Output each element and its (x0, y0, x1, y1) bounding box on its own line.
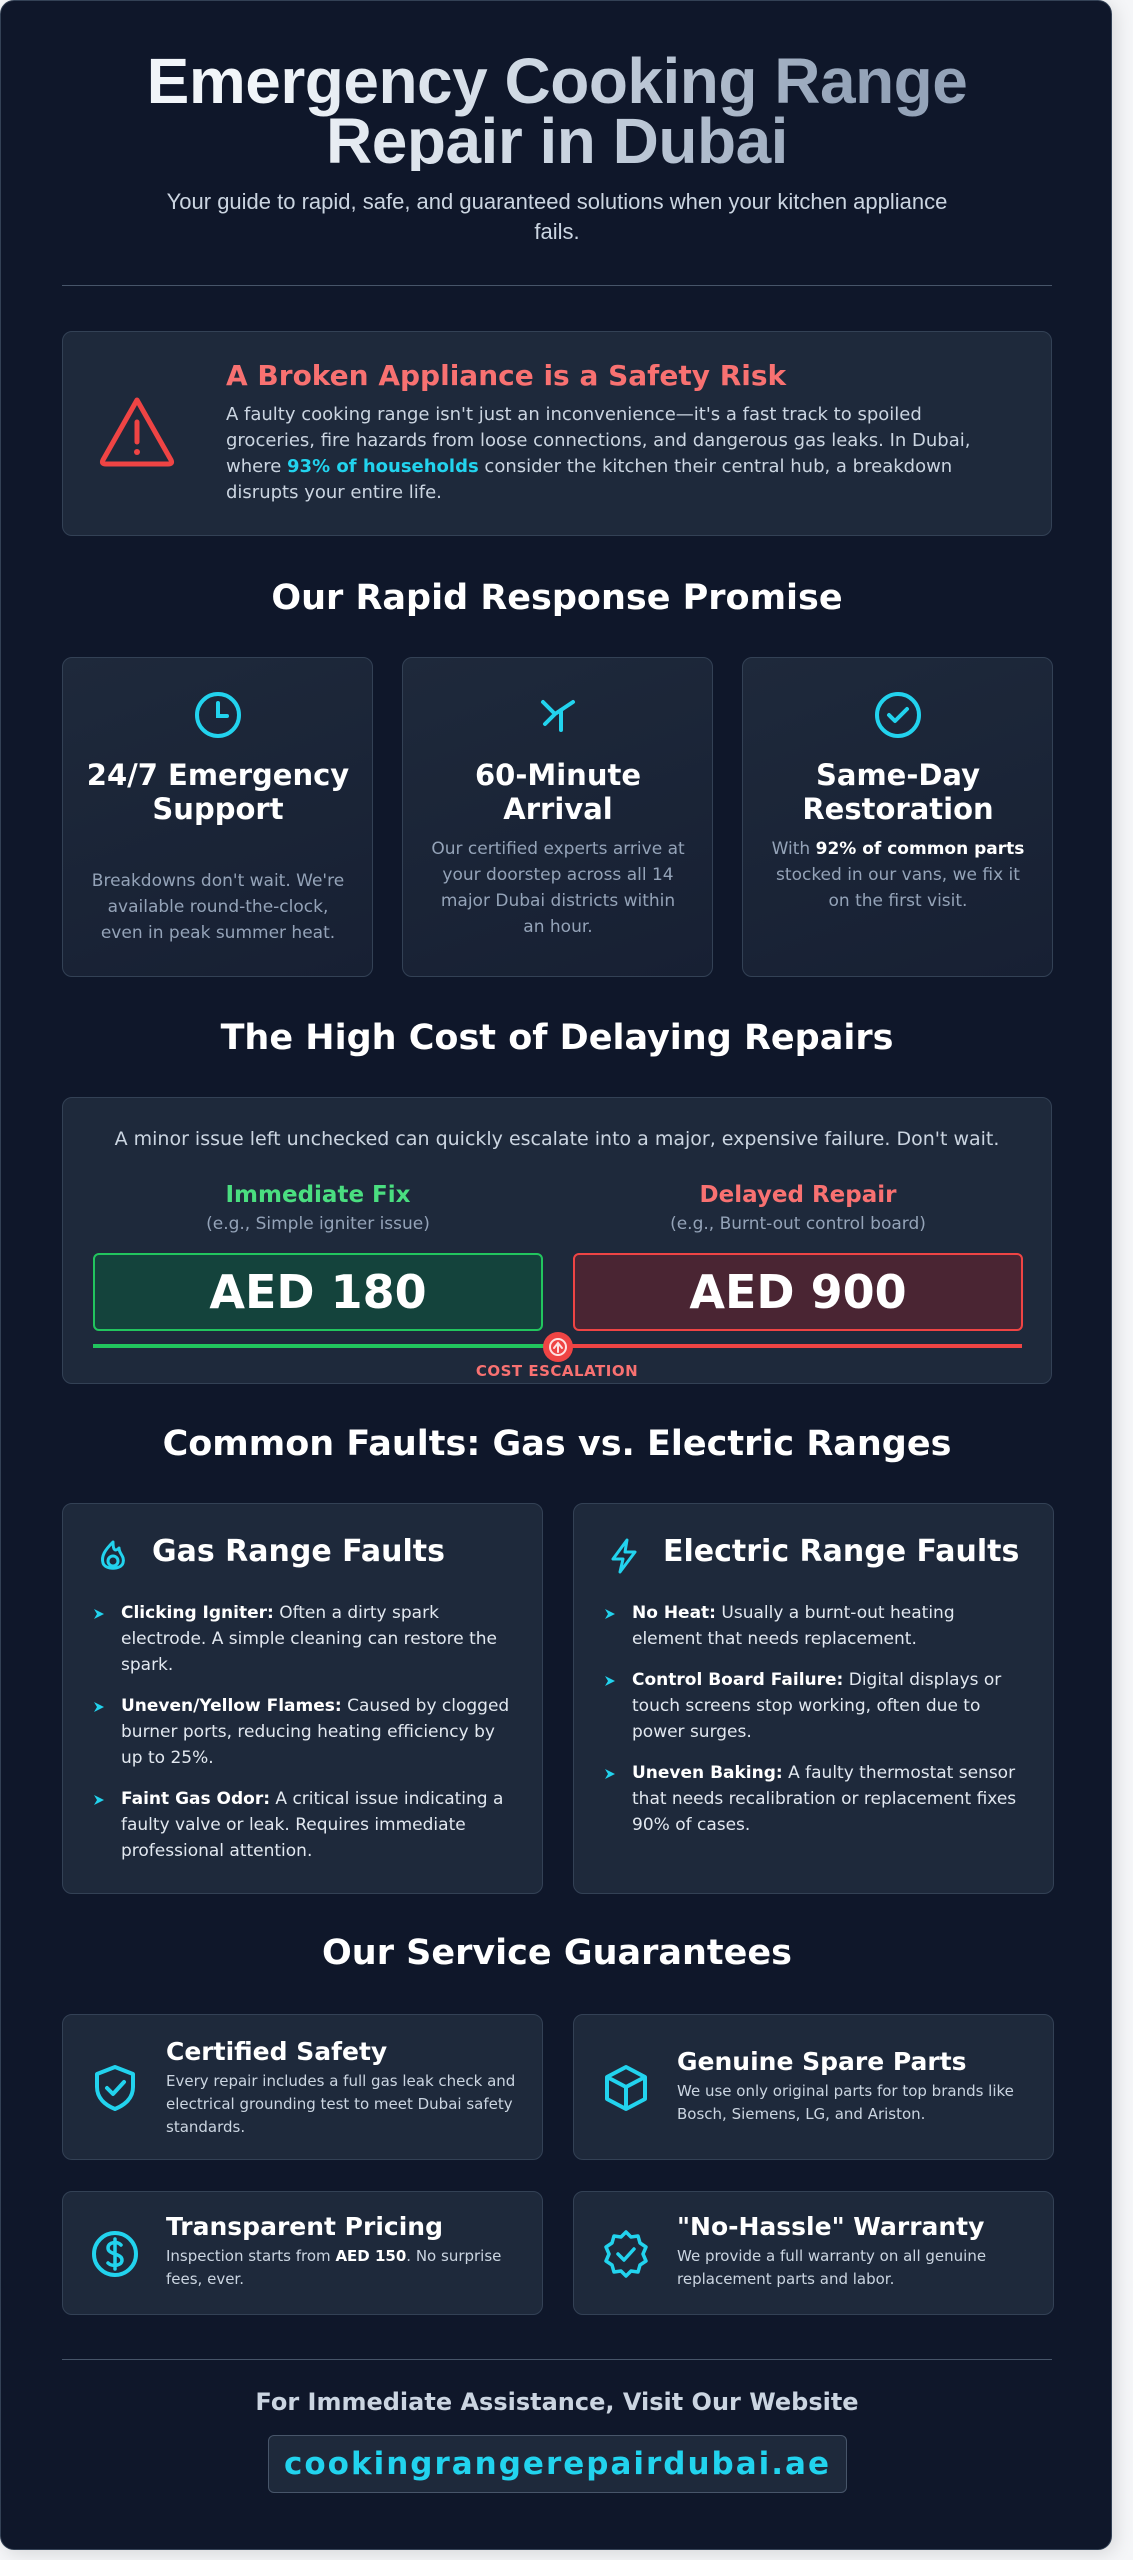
immediate-fix-label: Immediate Fix (225, 1182, 411, 1208)
safety-alert-card (62, 331, 1052, 536)
guarantee-genuine-parts (573, 2014, 1054, 2160)
guarantee-desc: We use only original parts for top brands like Bosch, Siemens, LG, and Ariston. (677, 2082, 1014, 2123)
delayed-repair-price: AED 900 (573, 1253, 1023, 1331)
arrow-up-icon (543, 1332, 573, 1362)
households-stat: 93% of households (287, 456, 479, 477)
divider (62, 285, 1052, 286)
guarantee-transparent-pricing (62, 2191, 543, 2315)
gas-fault-item: Clicking Igniter: Often a dirty spark electrode. A simple cleaning can restore the spark. (121, 1603, 498, 1675)
delayed-repair-example: (e.g., Burnt-out control board) (670, 1214, 926, 1234)
promise-card-title: Same-Day Restoration (802, 758, 994, 826)
chevron-right-icon (603, 1674, 617, 1688)
guarantee-desc: Inspection starts from AED 150. No surprise fees, ever. (166, 2247, 502, 2288)
footer-cta: For Immediate Assistance, Visit Our Website (255, 2388, 859, 2416)
electric-fault-item: Uneven Baking: A faulty thermostat sensor that needs recalibration or replacement fixes 90% of cases. (632, 1763, 1017, 1835)
escalation-label: COST ESCALATION (475, 1362, 639, 1380)
dollar-icon (89, 2228, 141, 2280)
chevron-right-icon (92, 1700, 106, 1714)
flame-icon (93, 1536, 133, 1576)
cost-comparison-card (62, 1097, 1052, 1384)
page-subtitle: Your guide to rapid, safe, and guaranteed solutions when your kitchen appliance fails. (166, 189, 948, 244)
chevron-right-icon (92, 1607, 106, 1621)
website-link[interactable]: cookingrangerepairdubai.ae (268, 2435, 847, 2493)
promise-card-desc: Breakdowns don't wait. We're available round-the-clock, even in peak summer heat. (91, 871, 345, 943)
alert-text: A faulty cooking range isn't just an inconvenience—it's a fast track to spoiled groceries, fire hazards from loose connections, and dangerous gas leaks. In Dubai, where 93% of households consider the kitchen their central hub, a breakdown disrupts your entire life. (226, 404, 971, 503)
escalation-bar-high (558, 1344, 1022, 1348)
delayed-repair-label: Delayed Repair (699, 1182, 897, 1208)
box-icon (600, 2062, 652, 2114)
page-title: Emergency Cooking Range Repair in Dubai (62, 51, 1052, 171)
electric-faults-title: Electric Range Faults (663, 1534, 1020, 1569)
divider (62, 2359, 1052, 2360)
promise-card-title: 24/7 Emergency Support (86, 758, 350, 826)
gas-fault-item: Faint Gas Odor: A critical issue indicating a faulty valve or leak. Requires immediate professional attention. (121, 1789, 504, 1861)
faults-heading: Common Faults: Gas vs. Electric Ranges (162, 1424, 952, 1464)
shield-check-icon (89, 2062, 141, 2114)
escalation-marker (543, 1332, 573, 1362)
warning-triangle-icon (97, 392, 177, 472)
gas-faults-card (62, 1503, 543, 1894)
guarantee-certified-safety (62, 2014, 543, 2160)
guarantee-title: Genuine Spare Parts (677, 2047, 967, 2076)
guarantees-heading: Our Service Guarantees (322, 1933, 792, 1973)
electric-fault-item: No Heat: Usually a burnt-out heating element that needs replacement. (632, 1603, 955, 1649)
alert-title: A Broken Appliance is a Safety Risk (226, 359, 787, 392)
promise-card-support (62, 657, 373, 977)
chevron-right-icon (603, 1767, 617, 1781)
escalation-bar-low (93, 1344, 558, 1348)
promise-heading: Our Rapid Response Promise (271, 578, 843, 618)
chevron-right-icon (92, 1793, 106, 1807)
promise-card-restoration (742, 657, 1053, 977)
electric-faults-card (573, 1503, 1054, 1894)
badge-check-icon (600, 2228, 652, 2280)
guarantee-title: "No-Hassle" Warranty (677, 2212, 985, 2241)
promise-card-desc: With 92% of common parts stocked in our vans, we fix it on the first visit. (771, 839, 1025, 911)
check-circle-icon (873, 690, 923, 740)
lightning-icon (604, 1536, 644, 1576)
guarantee-title: Transparent Pricing (166, 2212, 443, 2241)
promise-card-desc: Our certified experts arrive at your doorstep across all 14 major Dubai districts within an hour. (431, 839, 685, 937)
guarantee-desc: We provide a full warranty on all genuine replacement parts and labor. (677, 2247, 987, 2288)
cost-heading: The High Cost of Delaying Repairs (220, 1018, 894, 1058)
promise-card-title: 60-Minute Arrival (474, 758, 641, 826)
gas-faults-title: Gas Range Faults (152, 1534, 445, 1569)
promise-card-arrival (402, 657, 713, 977)
guarantee-title: Certified Safety (166, 2037, 388, 2066)
gas-fault-item: Uneven/Yellow Flames: Caused by clogged burner ports, reducing heating efficiency by up to 25%. (121, 1696, 510, 1768)
guarantee-warranty (573, 2191, 1054, 2315)
electric-fault-item: Control Board Failure: Digital displays or touch screens stop working, often due to power surges. (632, 1670, 1002, 1742)
immediate-fix-price: AED 180 (93, 1253, 543, 1331)
cost-intro: A minor issue left unchecked can quickly escalate into a major, expensive failure. Don't wait. (114, 1128, 1000, 1150)
immediate-fix-example: (e.g., Simple igniter issue) (206, 1214, 430, 1234)
plane-icon (533, 690, 583, 740)
guarantee-desc: Every repair includes a full gas leak check and electrical grounding test to meet Dubai safety standards. (166, 2072, 516, 2136)
clock-icon (193, 690, 243, 740)
chevron-right-icon (603, 1607, 617, 1621)
